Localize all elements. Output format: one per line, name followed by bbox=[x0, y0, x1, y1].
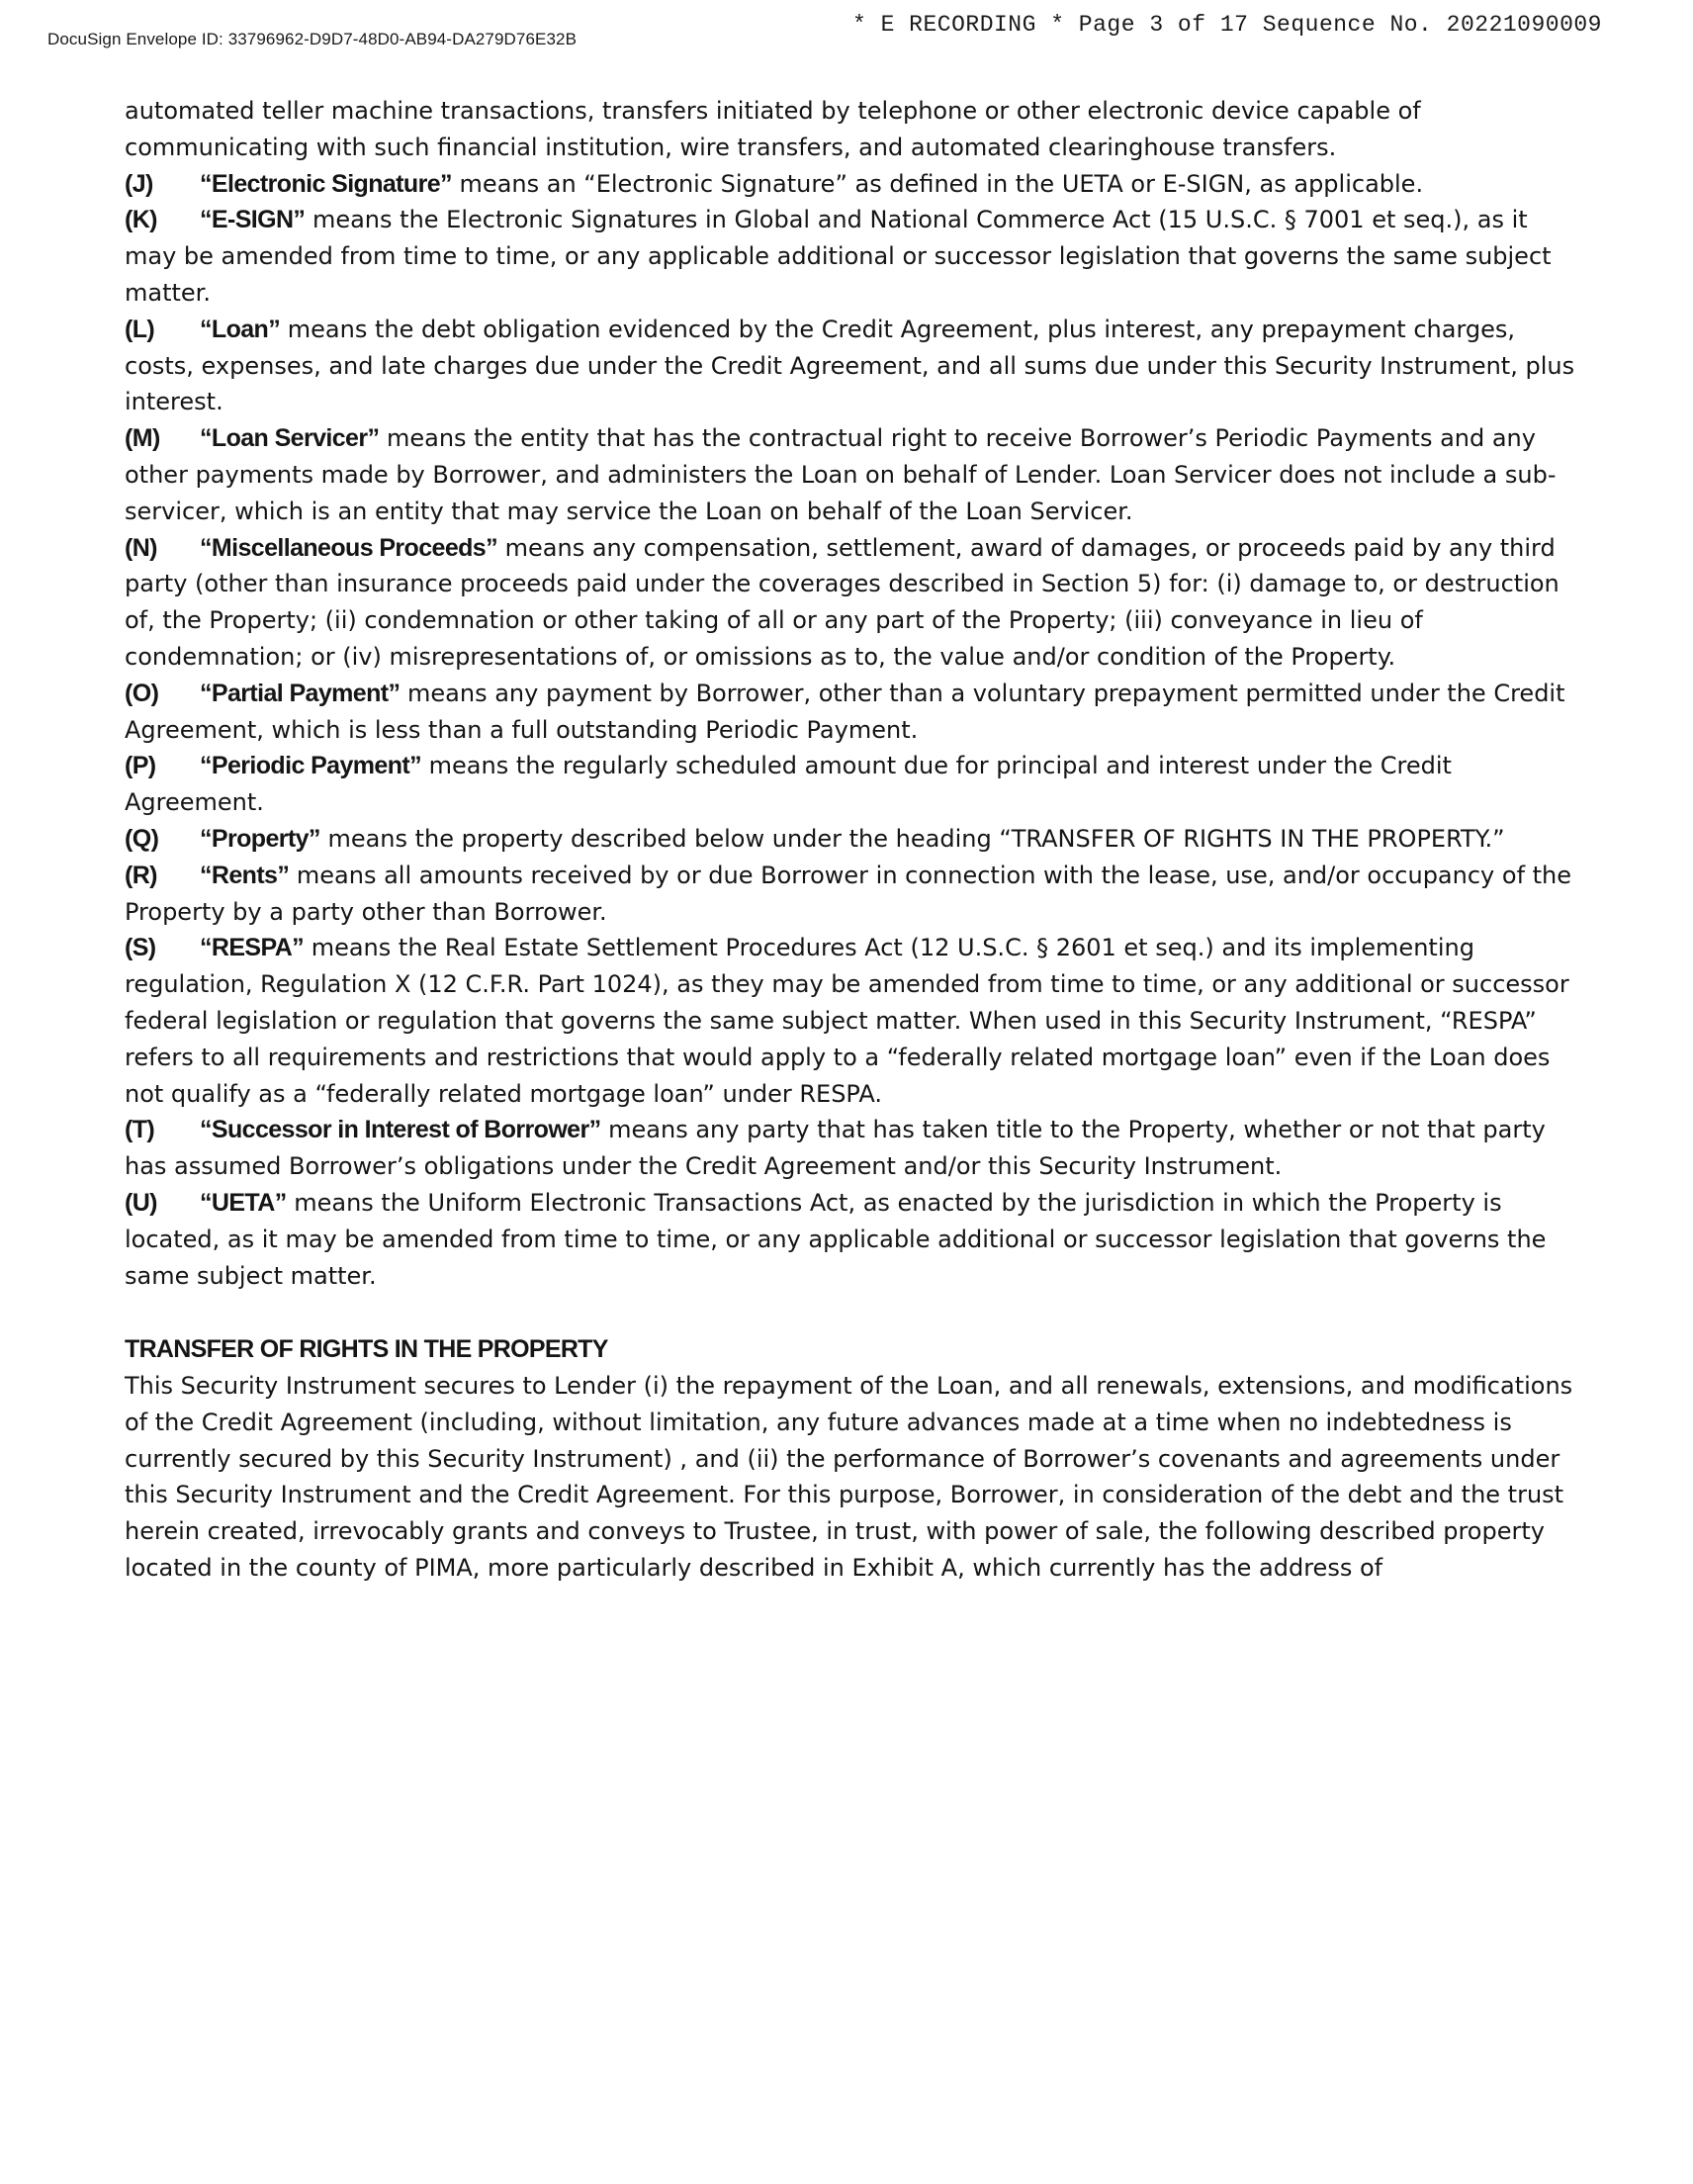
definition-term: “Property” bbox=[200, 824, 320, 853]
definition-mark: (O) bbox=[125, 679, 159, 707]
definition-term: “Periodic Payment” bbox=[200, 752, 422, 780]
recording-header: * E RECORDING * Page 3 of 17 Sequence No. 20221090009 bbox=[851, 12, 1602, 38]
intro-paragraph: automated teller machine transactions, transfers initiated by telephone or other electronic device capable of communicating with such financial institution, wire transfers, and automated clearinghouse transfers. bbox=[125, 97, 1421, 161]
definition-text: means the regularly scheduled amount due for principal and interest under the Credit Agreement. bbox=[125, 752, 1452, 817]
definition-term: “Electronic Signature” bbox=[200, 169, 452, 198]
definition-mark: (U) bbox=[125, 1188, 157, 1217]
definition-mark: (M) bbox=[125, 424, 160, 453]
definition-term: “Miscellaneous Proceeds” bbox=[200, 533, 498, 562]
definition-mark: (K) bbox=[125, 206, 157, 234]
definition-k bbox=[125, 202, 1576, 311]
section-heading-transfer-of-rights: TRANSFER OF RIGHTS IN THE PROPERTY bbox=[125, 1335, 608, 1364]
definition-q bbox=[125, 821, 1576, 858]
definition-r bbox=[125, 858, 1576, 931]
definition-n bbox=[125, 530, 1576, 676]
definition-term: “Successor in Interest of Borrower” bbox=[200, 1116, 601, 1144]
definition-text: means any payment by Borrower, other than a voluntary prepayment permitted under the Credit Agreement, which is less than a full outstanding Periodic Payment. bbox=[125, 679, 1565, 744]
definition-term: “RESPA” bbox=[200, 934, 305, 962]
definition-term: “Partial Payment” bbox=[200, 679, 401, 707]
definition-term: “Rents” bbox=[200, 861, 290, 889]
definition-l bbox=[125, 312, 1576, 420]
definition-term: “UETA” bbox=[200, 1188, 287, 1217]
document-body bbox=[125, 93, 1576, 1587]
definition-j bbox=[125, 166, 1576, 203]
definition-text: means an “Electronic Signature” as defined in the UETA or E-SIGN, as applicable. bbox=[451, 169, 1424, 198]
definition-mark: (N) bbox=[125, 533, 157, 562]
definition-o bbox=[125, 676, 1576, 749]
definition-mark: (J) bbox=[125, 169, 153, 198]
definition-text: means the property described below under the heading “TRANSFER OF RIGHTS IN THE PROPERTY.” bbox=[319, 824, 1505, 853]
definition-text: means the debt obligation evidenced by the Credit Agreement, plus interest, any prepayment charges, costs, expenses, and late charges due under the Credit Agreement, and all sums due under this Security Instrument, plus interest. bbox=[125, 315, 1575, 416]
definition-p bbox=[125, 748, 1576, 821]
definition-text: means any compensation, settlement, award of damages, or proceeds paid by any third party (other than insurance proceeds paid under the coverages described in Section 5) for: (i) damage to, or destruction of, the Property; (ii) condemnation or other taking of all or any part of the Property; (iii) conveyance in lieu of condemnation; or (iv) misrepresentations of, or omissions as to, the value and/or condition of the Property. bbox=[125, 533, 1559, 671]
definition-text: means the entity that has the contractual right to receive Borrower’s Periodic Payments and any other payments made by Borrower, and administers the Loan on behalf of Lender. Loan Servicer does not include a sub-servicer, which is an entity that may service the Loan on behalf of the Loan Servicer. bbox=[125, 424, 1557, 525]
definition-text: means all amounts received by or due Borrower in connection with the lease, use, and/or occupancy of the Property by a party other than Borrower. bbox=[125, 861, 1572, 926]
definition-mark: (R) bbox=[125, 861, 157, 889]
definition-t bbox=[125, 1112, 1576, 1185]
definition-text: means any party that has taken title to the Property, whether or not that party has assumed Borrower’s obligations under the Credit Agreement and/or this Security Instrument. bbox=[125, 1116, 1546, 1181]
definition-u bbox=[125, 1185, 1576, 1294]
definition-term: “E-SIGN” bbox=[200, 206, 306, 234]
transfer-paragraph: This Security Instrument secures to Lender (i) the repayment of the Loan, and all renewals, extensions, and modifications of the Credit Agreement (including, without limitation, any future advances made at a time when no indebtedness is currently secured by this Security Instrument) , and (ii) the performance of Borrower’s covenants and agreements under this Security Instrument and the Credit Agreement. For this purpose, Borrower, in consideration of the debt and the trust herein created, irrevocably grants and conveys to Trustee, in trust, with power of sale, the following described property located in the county of PIMA, more particularly described in Exhibit A, which currently has the address of bbox=[125, 1372, 1573, 1583]
definition-mark: (T) bbox=[125, 1116, 155, 1144]
definition-mark: (S) bbox=[125, 934, 156, 962]
docusign-envelope-id: DocuSign Envelope ID: 33796962-D9D7-48D0-AB94-DA279D76E32B bbox=[47, 30, 578, 48]
definition-term: “Loan Servicer” bbox=[200, 424, 380, 453]
definition-text: means the Electronic Signatures in Global and National Commerce Act (15 U.S.C. § 7001 et seq.), as it may be amended from time to time, or any applicable additional or successor legislation that governs the same subject matter. bbox=[125, 206, 1552, 307]
definition-mark: (P) bbox=[125, 752, 156, 780]
definition-mark: (L) bbox=[125, 315, 155, 343]
definition-text: means the Uniform Electronic Transactions Act, as enacted by the jurisdiction in which the Property is located, as it may be amended from time to time, or any applicable additional or successor legislation that governs the same subject matter. bbox=[125, 1188, 1547, 1290]
definition-s bbox=[125, 930, 1576, 1112]
definition-mark: (Q) bbox=[125, 824, 159, 853]
definition-m bbox=[125, 420, 1576, 529]
definition-term: “Loan” bbox=[200, 315, 281, 343]
definition-text: means the Real Estate Settlement Procedures Act (12 U.S.C. § 2601 et seq.) and its implementing regulation, Regulation X (12 C.F.R. Part 1024), as they may be amended from time to time, or any additional or successor federal legislation or regulation that governs the same subject matter. When used in this Security Instrument, “RESPA” refers to all requirements and restrictions that would apply to a “federally related mortgage loan” even if the Loan does not qualify as a “federally related mortgage loan” under RESPA. bbox=[125, 934, 1569, 1108]
